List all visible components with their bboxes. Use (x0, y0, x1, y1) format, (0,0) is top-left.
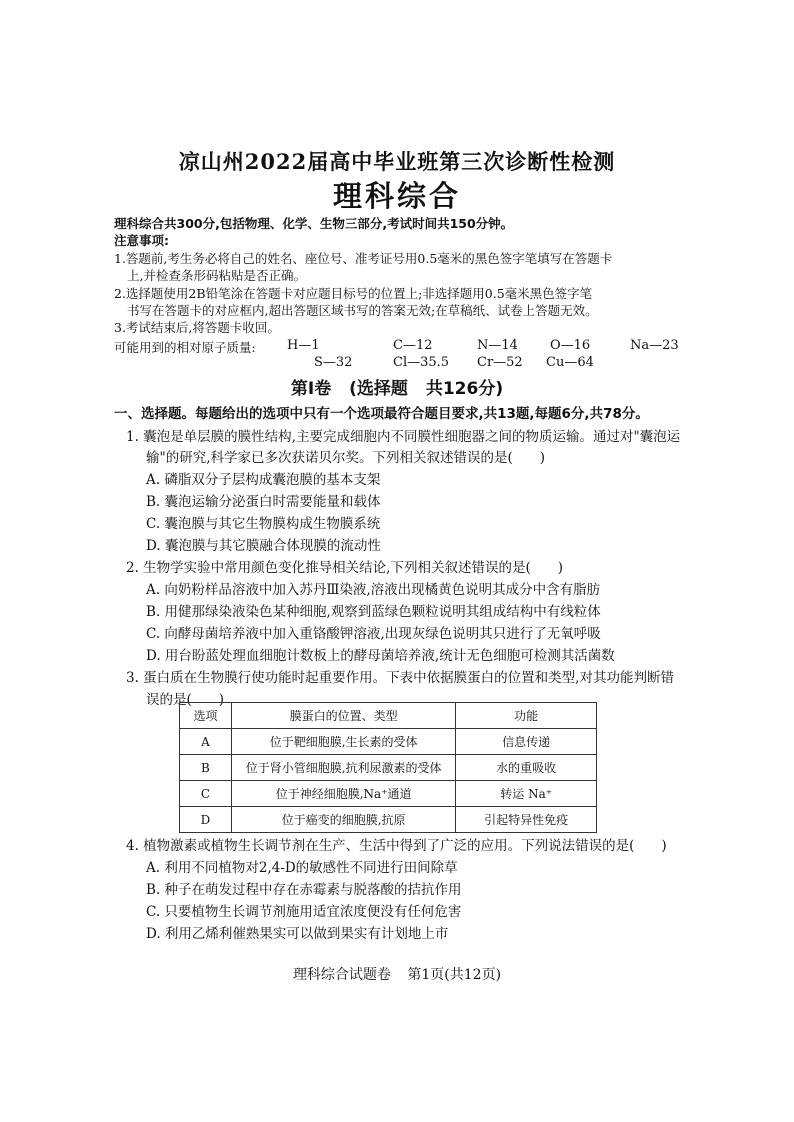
answer-option: D. 利用乙烯利催熟果实可以做到果实有计划地上市 (146, 926, 449, 942)
table-header: 膜蛋白的位置、类型 (231, 703, 455, 729)
section-type: (选择题 (349, 379, 408, 399)
note-line: 2.选择题使用2B铅笔涂在答题卡对应题目标号的位置上;非选择题用0.5毫米黑色签字笔 (114, 286, 593, 301)
question-stem: 2. 生物学实验中常用颜色变化推导相关结论,下列相关叙述错误的是( ) (126, 560, 563, 576)
atomic-mass: C—12 (393, 338, 433, 353)
table-cell: C (180, 781, 232, 807)
answer-option: D. 囊泡膜与其它膜融合体现膜的流动性 (146, 538, 381, 554)
note-line: 1.答题前,考生务必将自己的姓名、座位号、准考证号用0.5毫米的黑色签字笔填写在答题卡 (114, 251, 613, 266)
answer-option: C. 只要植物生长调节剂施用适宜浓度便没有任何危害 (146, 904, 462, 920)
answer-option: A. 利用不同植物对2,4-D的敏感性不同进行田间除草 (146, 860, 458, 876)
table-cell: 位于靶细胞膜,生长素的受体 (231, 729, 455, 755)
answer-option: A. 向奶粉样品溶液中加入苏丹Ⅲ染液,溶液出现橘黄色说明其成分中含有脂肪 (146, 582, 601, 598)
answer-option: D. 用台盼蓝处理血细胞计数板上的酵母菌培养液,统计无色细胞可检测其活菌数 (146, 648, 615, 664)
answer-option: B. 种子在萌发过程中存在赤霉素与脱落酸的拮抗作用 (146, 882, 462, 898)
table-row (180, 729, 597, 755)
section-part: 第Ⅰ卷 (290, 379, 332, 399)
membrane-protein-table (179, 702, 597, 833)
answer-option: A. 磷脂双分子层构成囊泡膜的基本支架 (146, 472, 381, 488)
page-footer (0, 964, 794, 984)
table-row (180, 807, 597, 833)
exam-summary: 理科综合共300分,包括物理、化学、生物三部分,考试时间共150分钟。 (114, 216, 514, 231)
atomic-mass: Cl—35.5 (393, 355, 450, 370)
question-stem: 1. 囊泡是单层膜的膜性结构,主要完成细胞内不同膜性细胞器之间的物质运输。通过对"囊泡运 (126, 429, 681, 445)
atomic-mass: Na—23 (630, 338, 679, 353)
note-line: 书写在答题卡的对应框内,超出答题区域书写的答案无效;在草稿纸、试卷上答题无效。 (127, 303, 598, 318)
question-stem: 4. 植物激素或植物生长调节剂在生产、生活中得到了广泛的应用。下列说法错误的是( ) (126, 838, 667, 854)
atomic-mass: N—14 (477, 338, 518, 353)
note-line: 上,并检查条形码粘贴是否正确。 (127, 268, 306, 283)
table-header: 功能 (456, 703, 597, 729)
answer-option: B. 囊泡运输分泌蛋白时需要能量和载体 (146, 494, 381, 510)
table-header: 选项 (180, 703, 232, 729)
table-cell: 水的重吸收 (456, 755, 597, 781)
atomic-mass: Cu—64 (546, 355, 594, 370)
table-row (180, 755, 597, 781)
question-stem: 输"的研究,科学家已多次获诺贝尔奖。下列相关叙述错误的是( ) (146, 450, 546, 466)
section-score: 共126分) (425, 379, 504, 399)
atomic-mass: O—16 (550, 338, 591, 353)
table-cell: 位于肾小管细胞膜,抗利尿激素的受体 (231, 755, 455, 781)
table-cell: 位于癌变的细胞膜,抗原 (231, 807, 455, 833)
table-row (180, 781, 597, 807)
answer-option: B. 用健那绿染液染色某种细胞,观察到蓝绿色颗粒说明其组成结构中有线粒体 (146, 604, 601, 620)
atomic-mass: H—1 (287, 338, 320, 353)
part-heading: 一、选择题。每题给出的选项中只有一个选项最符合题目要求,共13题,每题6分,共78分。 (114, 406, 649, 422)
question-stem: 误的是( ) (146, 692, 225, 708)
table-header-row (180, 703, 597, 729)
table-cell: A (180, 729, 232, 755)
exam-title: 凉山州2022届高中毕业班第三次诊断性检测 (178, 149, 616, 174)
notes-title: 注意事项: (114, 233, 169, 248)
atomic-mass-label: 可能用到的相对原子质量: (114, 340, 256, 355)
footer-page-number: 第1页(共12页) (407, 967, 502, 983)
section-title (0, 374, 794, 399)
table-cell: 转运 Na⁺ (456, 781, 597, 807)
table-cell: D (180, 807, 232, 833)
footer-paper: 理科综合试题卷 (292, 967, 391, 983)
question-stem: 3. 蛋白质在生物膜行使功能时起重要作用。下表中依据膜蛋白的位置和类型,对其功能判断错 (126, 670, 674, 686)
table-cell: B (180, 755, 232, 781)
answer-option: C. 囊泡膜与其它生物膜构成生物膜系统 (146, 516, 381, 532)
subject-title: 理科综合 (332, 179, 461, 213)
table-cell: 引起特异性免疫 (456, 807, 597, 833)
note-line: 3.考试结束后,将答题卡收回。 (114, 320, 280, 335)
atomic-mass: Cr—52 (477, 355, 523, 370)
answer-option: C. 向酵母菌培养液中加入重铬酸钾溶液,出现灰绿色说明其只进行了无氧呼吸 (146, 626, 601, 642)
table-cell: 位于神经细胞膜,Na⁺通道 (231, 781, 455, 807)
atomic-mass: S—32 (314, 355, 353, 370)
table-cell: 信息传递 (456, 729, 597, 755)
